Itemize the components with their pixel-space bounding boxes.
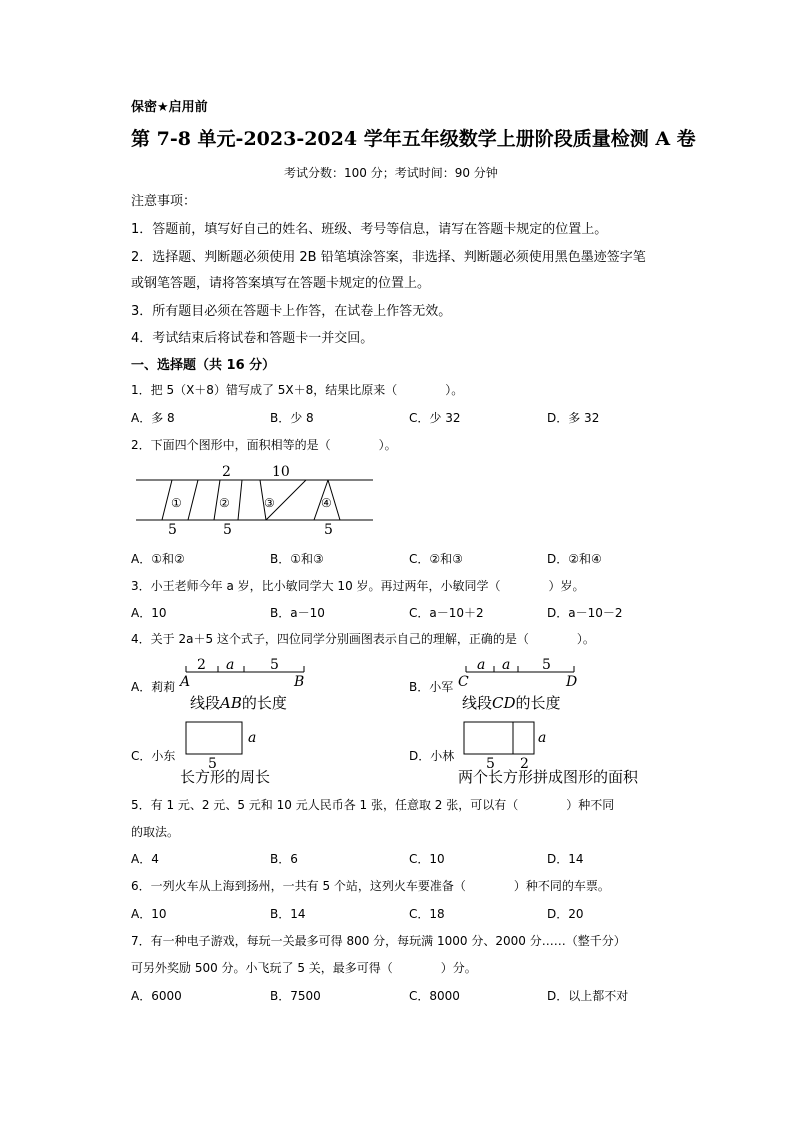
q4a-label-a: a [226,657,235,673]
q7-option-d: D．以上都不对 [547,989,629,1003]
q2-shape-label-3: ③ [264,496,275,510]
q4-stem: 4．关于 2a＋5 这个式子，四位同学分别画图表示自己的理解，正确的是（ ）。 [131,632,595,646]
q6-option-c: C．18 [409,907,445,921]
q2-shape-label-2: ② [219,496,230,510]
section-heading: 一、选择题（共 16 分） [131,358,276,373]
q1-option-b: B．少 8 [270,411,314,425]
q2-shape1-right [188,480,198,520]
q4a-end-b: B [294,674,305,690]
q2-top-label-10: 10 [272,464,290,480]
q3-stem: 3．小王老师今年 a 岁，比小敏同学大 10 岁。再过两年，小敏同学（ ）岁。 [131,579,585,593]
q1-option-c: C．少 32 [409,411,461,425]
q4d-bottom-label-5: 5 [486,756,495,770]
q4-option-b-label: B．小军 [409,680,454,694]
q4-figure-a [178,652,318,692]
q2-option-c: C．②和③ [409,552,463,566]
q2-option-b: B．①和③ [270,552,324,566]
q4-option-d-label: D．小林 [409,749,455,763]
q3-option-c: C．a－10＋2 [409,606,484,620]
q4-figure-c [180,718,270,770]
q5-option-c: C．10 [409,852,445,866]
q2-figure [130,460,380,540]
q7-stem: 7．有一种电子游戏，每玩一关最多可得 800 分，每玩满 1000 分、2000 分……（整千分） [131,934,626,948]
q5-option-a: A．4 [131,852,159,866]
q4b-end-c: C [458,674,469,690]
q2-shape2-right [238,480,242,520]
q1-stem: 1．把 5（X＋8）错写成了 5X＋8，结果比原来（ ）。 [131,383,464,397]
score-time: 考试分数：100 分；考试时间：90 分钟 [284,166,498,180]
q3-option-d: D．a－10－2 [547,606,623,620]
q4a-caption: 线段AB的长度 [190,694,287,712]
q4c-caption: 长方形的周长 [180,768,271,786]
q4b-label-a2: a [502,657,511,673]
q2-bottom-label-2: 5 [223,522,232,538]
q4c-rectangle [186,722,242,754]
q6-option-d: D．20 [547,907,584,921]
q7-option-b: B．7500 [270,989,321,1003]
q2-option-a: A．①和② [131,552,185,566]
q4a-end-a: A [180,674,191,690]
notes-heading: 注意事项： [131,194,197,209]
q5-stem: 5．有 1 元、2 元、5 元和 10 元人民币各 1 张，任意取 2 张，可以有（ ）种不同 [131,798,615,812]
note-3: 3．所有题目必须在答题卡上作答，在试卷上作答无效。 [131,304,452,319]
q2-shape-label-4: ④ [321,496,332,510]
q2-stem: 2．下面四个图形中，面积相等的是（ ）。 [131,438,397,452]
confidential-label: 保密★启用前 [131,100,208,115]
q4d-side-label: a [538,730,547,746]
q6-stem: 6．一列火车从上海到扬州，一共有 5 个站，这列火车要准备（ ）种不同的车票。 [131,879,610,893]
q7-stem-cont: 可另外奖励 500 分。小飞玩了 5 关，最多可得（ ）分。 [131,961,477,975]
q4-option-a-label: A．莉莉 [131,680,176,694]
q2-bottom-label-3: 5 [324,522,333,538]
q6-option-b: B．14 [270,907,306,921]
q5-option-b: B．6 [270,852,298,866]
q7-option-c: C．8000 [409,989,460,1003]
q4c-side-label: a [248,730,257,746]
q5-option-d: D．14 [547,852,584,866]
q4d-bottom-label-2: 2 [520,756,529,770]
q4b-caption: 线段CD的长度 [462,694,561,712]
q1-option-d: D．多 32 [547,411,600,425]
q3-option-a: A．10 [131,606,167,620]
q4d-caption: 两个长方形拼成图形的面积 [458,768,639,786]
q4a-label-5: 5 [270,657,279,673]
q3-option-b: B．a－10 [270,606,325,620]
note-4: 4．考试结束后将试卷和答题卡一并交回。 [131,331,374,346]
q2-option-d: D．②和④ [547,552,602,566]
q4b-label-5: 5 [542,657,551,673]
q4a-label-2: 2 [197,657,206,673]
q4d-outer-rectangle [464,722,534,754]
q4-figure-b [454,652,594,692]
q4-figure-d [458,718,558,770]
page-title: 第 7-8 单元-2023-2024 学年五年级数学上册阶段质量检测 A 卷 [131,128,696,150]
q4b-end-d: D [566,674,578,690]
q2-bottom-label-1: 5 [168,522,177,538]
q7-option-a: A．6000 [131,989,182,1003]
q4c-bottom-label: 5 [208,756,217,770]
q1-option-a: A．多 8 [131,411,175,425]
q4-option-c-label: C．小东 [131,749,176,763]
note-1: 1．答题前，填写好自己的姓名、班级、考号等信息，请写在答题卡规定的位置上。 [131,222,608,237]
note-2-cont: 或钢笔答题，请将答案填写在答题卡规定的位置上。 [131,276,431,291]
q2-top-label-2: 2 [222,464,231,480]
note-2: 2．选择题、判断题必须使用 2B 铅笔填涂答案，非选择、判断题必须使用黑色墨迹签字笔 [131,250,646,265]
q2-shape-label-1: ① [171,496,182,510]
q6-option-a: A．10 [131,907,167,921]
q4b-label-a1: a [477,657,486,673]
q5-stem-cont: 的取法。 [131,825,180,839]
